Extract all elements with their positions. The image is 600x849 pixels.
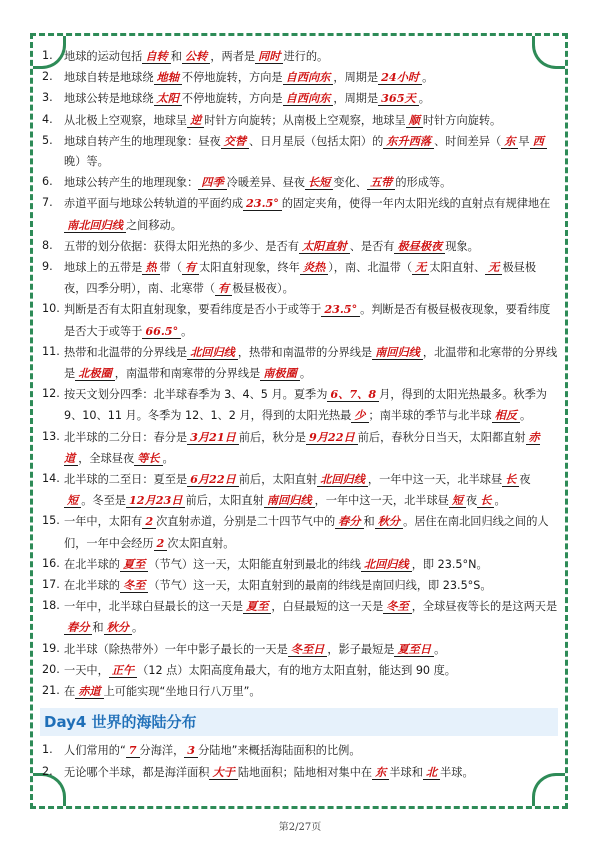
question-text: 地球自转产生的地理现象：昼夜	[64, 134, 221, 148]
item-number: 20.	[42, 662, 60, 676]
question-text: 太阳直射现象，终年	[199, 261, 300, 275]
item-number: 3.	[42, 91, 53, 105]
item-number: 18.	[42, 599, 60, 613]
answer-blank: 东	[372, 765, 389, 780]
question-text: 一年中，北半球白昼最长的这一天是	[64, 600, 244, 614]
question-text: 冷暖差异、昼夜	[226, 176, 305, 190]
question-text: ，一年中这一天，北半球昼	[367, 473, 503, 487]
answer-blank: 地轴	[154, 70, 182, 85]
item-text	[64, 46, 558, 67]
question-text: 分海洋，	[139, 744, 185, 758]
question-text: ，全球昼夜等长的是这两天是	[411, 600, 558, 614]
answer-blank: 四季	[198, 175, 226, 190]
item-text	[64, 660, 558, 681]
answer-blank: 23.5°	[321, 302, 360, 317]
question-text: 地球公转产生的地理现象：	[64, 176, 199, 190]
item-text	[64, 681, 558, 702]
question-text: ，北温带和北寒带的分界线是	[64, 345, 558, 381]
list-item	[42, 236, 558, 257]
answer-blank: 极昼极夜	[394, 239, 445, 254]
item-number: 6.	[42, 175, 53, 189]
item-text	[64, 131, 558, 172]
answer-blank: 逆	[187, 113, 204, 128]
answer-blank: 无	[485, 260, 502, 275]
answer-blank: 北	[423, 765, 440, 780]
list-item	[42, 342, 558, 384]
question-text: 。	[299, 367, 312, 381]
list-item	[42, 554, 558, 575]
question-text: 陆地面积；陆地相对集中在	[237, 765, 373, 779]
question-text: 。	[422, 71, 434, 85]
question-text: 在北半球的	[64, 557, 120, 571]
item-text	[64, 193, 558, 235]
list-item	[42, 131, 558, 172]
answer-blank: 秋分	[375, 514, 403, 529]
item-text	[64, 554, 558, 575]
item-number: 16.	[42, 556, 60, 570]
item-text	[64, 299, 558, 341]
question-list-day4	[42, 740, 558, 782]
item-text	[64, 427, 558, 469]
answer-blank: 太阳	[154, 91, 182, 106]
answer-blank: 热	[142, 260, 159, 275]
question-text: 之间移动。	[125, 218, 182, 232]
question-text: 北半球的二至日：夏至是	[64, 473, 188, 487]
item-number: 1.	[42, 49, 53, 62]
question-text: 一天中，	[64, 663, 109, 677]
answer-blank: 北回归线	[187, 345, 238, 360]
item-number: 1.	[42, 743, 53, 757]
answer-blank: 正午	[109, 663, 137, 678]
question-text: 半球和	[389, 765, 423, 779]
question-text: 、日月星辰（包括太阳）的	[249, 134, 384, 148]
question-text: 。	[131, 621, 144, 635]
question-text: 半球。	[440, 765, 474, 779]
item-number: 7.	[42, 196, 53, 210]
list-item	[42, 67, 558, 88]
question-text: 地球自转是地球绕	[64, 71, 154, 85]
list-item	[42, 46, 558, 67]
list-item	[42, 740, 558, 761]
page-number: 第2/27页	[278, 822, 322, 833]
question-text: 进行的。	[283, 50, 329, 63]
item-number: 2.	[42, 70, 53, 84]
answer-blank: 6月22日	[187, 472, 239, 487]
question-text: ，热带和南温带的分界线是	[237, 345, 373, 359]
question-text: 次太阳直射。	[167, 536, 235, 550]
question-text: 变化、	[333, 176, 367, 190]
question-text: 按天文划分四季：北半球春季为 3、4、5 月。夏季为	[64, 388, 328, 402]
answer-blank: 南北回归线	[64, 218, 126, 233]
question-text: 的固定夹角，使得一年内太阳光线的直射点有规律地在	[281, 197, 551, 211]
question-text: ，全球昼夜	[78, 451, 135, 465]
question-text: 分陆地”来概括海陆面积的比例。	[198, 744, 361, 758]
question-text: 不停地旋转，方向是	[181, 92, 283, 106]
item-text	[64, 575, 558, 596]
question-text: 赤道平面与地球公转轨道的平面约成	[64, 197, 244, 211]
question-text: 极昼极夜）。	[232, 282, 294, 296]
question-text: 前后，太阳直射	[238, 473, 318, 487]
question-text: 。判断是否有极昼极夜现象，要看纬度是否大于或等于	[64, 303, 551, 338]
answer-blank: 长	[477, 493, 494, 508]
item-number: 8.	[42, 238, 53, 252]
item-text	[64, 384, 558, 426]
question-text: 现象。	[445, 239, 479, 253]
question-text: 从北极上空观察，地球呈	[64, 113, 188, 127]
answer-blank: 短	[64, 493, 81, 508]
question-text: 极昼极夜，四季分明），南、北寒带（	[64, 261, 537, 296]
answer-blank: 7	[126, 743, 140, 758]
question-text: 和	[170, 50, 182, 63]
answer-blank: 春分	[64, 620, 92, 635]
question-text: 。	[418, 92, 430, 106]
answer-blank: 冬至	[383, 599, 411, 614]
item-number: 15.	[42, 514, 60, 528]
question-text: 早	[518, 134, 530, 148]
item-text	[64, 469, 558, 511]
answer-blank: 春分	[335, 514, 363, 529]
question-text: 地球公转是地球绕	[64, 92, 154, 106]
item-number: 17.	[42, 578, 60, 592]
answer-blank: 南回归线	[264, 493, 315, 508]
answer-blank: 炎热	[300, 260, 328, 275]
answer-blank: 长	[502, 472, 519, 487]
answer-blank: 夏至	[243, 599, 271, 614]
question-text: 月，得到的太阳光热最多。秋季为 9、10、11 月。冬季为 12、1、2 月，得到的太阳光热最	[64, 388, 547, 423]
answer-blank: 自转	[142, 49, 170, 64]
answer-blank: 自西向东	[283, 70, 334, 85]
answer-blank: 东	[501, 134, 518, 149]
item-text	[64, 88, 558, 109]
question-text: ，一年中这一天，北半球昼	[314, 494, 449, 508]
answer-blank: 赤道	[75, 684, 103, 699]
question-text: 地球上的五带是	[64, 261, 143, 275]
question-text: 。	[181, 324, 193, 338]
answer-blank: 长短	[305, 175, 333, 190]
list-item	[42, 172, 558, 193]
answer-blank: 有	[182, 260, 199, 275]
list-item	[42, 575, 558, 596]
question-text: 五带的划分依据：获得太阳光热的多少、是否有	[64, 239, 299, 253]
item-number: 11.	[42, 344, 60, 358]
question-text: 时针方向旋转；从南极上空观察，地球呈	[204, 113, 406, 127]
item-number: 4.	[42, 112, 53, 126]
answer-blank: 公转	[182, 49, 210, 64]
answer-blank: 交替	[221, 134, 249, 149]
answer-blank: 五带	[367, 175, 395, 190]
question-text: 北半球的二分日：春分是	[64, 430, 188, 444]
item-number: 10.	[42, 302, 60, 316]
question-text: 前后，秋分是	[238, 430, 306, 444]
item-text	[64, 172, 558, 193]
question-text: 的形成等。	[395, 176, 452, 190]
section-heading: Day4 世界的海陆分布	[40, 708, 558, 736]
item-number: 12.	[42, 387, 60, 401]
item-number: 21.	[42, 684, 60, 698]
list-item	[42, 110, 558, 131]
question-text: ，周期是	[333, 92, 379, 106]
item-text	[64, 342, 558, 384]
item-text	[64, 740, 558, 761]
answer-blank: 夏至	[120, 557, 148, 572]
item-text	[64, 67, 558, 88]
list-item	[42, 596, 558, 638]
answer-blank: 3月21日	[187, 430, 239, 445]
answer-blank: 北回归线	[361, 557, 412, 572]
answer-blank: 东升西落	[383, 134, 434, 149]
question-text: 。	[519, 409, 532, 423]
answer-blank: 12月23日	[126, 493, 186, 508]
question-text: 晚）等。	[64, 155, 109, 169]
item-text	[64, 762, 558, 783]
question-text: 无论哪个半球，都是海洋面积	[64, 765, 210, 779]
question-text: 地球的运动包括	[64, 50, 143, 63]
question-text: 北半球（除热带外）一年中影子最长的一天是	[64, 642, 288, 656]
answer-blank: 秋分	[104, 620, 132, 635]
answer-blank: 南回归线	[372, 345, 423, 360]
question-text: 一年中，太阳有	[64, 515, 143, 529]
item-number: 14.	[42, 472, 60, 486]
list-item	[42, 660, 558, 681]
question-text: 。居住在南北回归线之间的人们，一年中会经历	[64, 515, 549, 550]
answer-blank: 3	[184, 743, 198, 758]
question-text: 夜	[519, 473, 531, 487]
list-item	[42, 639, 558, 660]
item-text	[64, 257, 558, 299]
answer-blank: 赤道	[64, 429, 540, 465]
answer-blank: 夏至日	[394, 642, 434, 657]
answer-blank: 西	[530, 134, 547, 149]
question-text: ，南温带和南寒带的分界线是	[114, 367, 261, 381]
answer-blank: 短	[449, 493, 466, 508]
question-list	[42, 46, 558, 702]
question-text: 人们常用的“	[64, 744, 126, 758]
answer-blank: 23.5°	[243, 196, 282, 211]
answer-blank: 无	[412, 260, 429, 275]
question-text: 次直射赤道，分别是二十四节气中的	[156, 515, 336, 529]
list-item	[42, 681, 558, 702]
answer-blank: 24小时	[378, 70, 422, 85]
question-text: ，两者是	[210, 50, 256, 63]
answer-blank: 9月22日	[306, 430, 358, 445]
list-item	[42, 762, 558, 783]
answer-blank: 顺	[406, 113, 423, 128]
question-text: ；南半球的季节与北半球	[368, 409, 492, 423]
answer-blank: 2	[154, 536, 168, 551]
question-text: 太阳直射、	[429, 261, 486, 275]
answer-blank: 66.5°	[142, 324, 181, 339]
question-text: 在北半球的	[64, 579, 120, 593]
answer-blank: 自西向东	[283, 91, 334, 106]
list-item	[42, 384, 558, 426]
item-number: 2.	[42, 764, 53, 778]
question-text: 不停地旋转，方向是	[181, 71, 283, 85]
answer-blank: 等长	[134, 451, 162, 466]
answer-blank: 北极圈	[75, 366, 115, 381]
answer-blank: 冬至	[120, 578, 148, 593]
answer-blank: 少	[351, 408, 368, 423]
question-text: ，白昼最短的这一天是	[271, 600, 384, 614]
question-text: 。冬至是	[81, 494, 126, 508]
item-number: 19.	[42, 641, 60, 655]
list-item	[42, 469, 558, 511]
item-number: 9.	[42, 260, 53, 274]
item-text	[64, 639, 558, 660]
question-text: 和	[363, 515, 375, 529]
question-text: 。	[162, 451, 174, 465]
answer-blank: 有	[215, 281, 232, 296]
question-text: （12 点）太阳高度角最大，有的地方太阳直射，能达到 90 度。	[137, 663, 456, 677]
item-text	[64, 236, 558, 257]
answer-blank: 同时	[255, 49, 283, 64]
item-number: 13.	[42, 429, 60, 443]
answer-blank: 太阳直射	[299, 239, 350, 254]
answer-blank: 相反	[492, 408, 520, 423]
question-text: ，影子最短是	[327, 642, 395, 656]
question-text: 前后，太阳直射	[185, 494, 264, 508]
item-text	[64, 511, 558, 553]
question-text: 热带和北温带的分界线是	[64, 345, 188, 359]
answer-blank: 2	[142, 514, 156, 529]
question-text: 前后，春秋分日当天，太阳都直射	[357, 430, 526, 444]
question-text: ，即 23.5°N。	[411, 557, 488, 571]
question-text: 判断是否有太阳直射现象，要看纬度是否小于或等于	[64, 303, 322, 317]
question-text: 带（	[159, 261, 182, 275]
item-text	[64, 596, 558, 638]
question-text: 夜	[466, 494, 478, 508]
question-text: 上可能实现“坐地日行八万里”。	[103, 685, 261, 699]
worksheet-content	[42, 46, 558, 783]
answer-blank: 大于	[209, 765, 237, 780]
answer-blank: 6、7、8	[327, 387, 379, 402]
list-item	[42, 193, 558, 235]
answer-blank: 北回归线	[317, 472, 368, 487]
answer-blank: 冬至日	[288, 642, 328, 657]
question-text: ，周期是	[333, 71, 379, 85]
list-item	[42, 299, 558, 341]
list-item	[42, 427, 558, 469]
question-text: 。	[494, 494, 506, 508]
answer-blank: 365天	[378, 91, 419, 106]
question-text: （节气）这一天，太阳能直射到最北的纬线	[148, 557, 361, 571]
question-text: 在	[64, 685, 76, 699]
item-number: 5.	[42, 133, 53, 147]
question-text: 、是否有	[349, 239, 395, 253]
question-text: 、时间差异（	[434, 134, 502, 148]
question-text: （节气）这一天，太阳直射到的最南的纬线是南回归线，即 23.5°S。	[148, 579, 492, 593]
question-text: 和	[92, 621, 104, 635]
question-text: 时针方向旋转。	[422, 113, 502, 127]
question-text: ），南、北温带（	[328, 261, 413, 275]
answer-blank: 南极圈	[260, 366, 300, 381]
list-item	[42, 511, 558, 553]
item-text	[64, 110, 558, 131]
list-item	[42, 88, 558, 109]
list-item	[42, 257, 558, 299]
question-text: 。	[434, 642, 446, 656]
